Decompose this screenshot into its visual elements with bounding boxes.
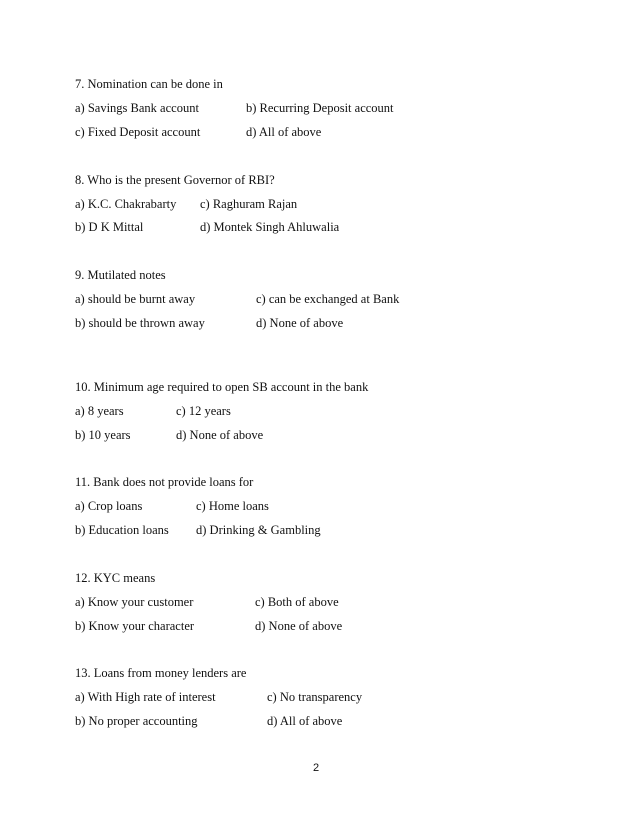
option-10b: b) 10 years [75,428,131,442]
option-8c: c) Raghuram Rajan [200,197,298,211]
question-9: 9. Mutilated notes [75,268,166,282]
option-13a: a) With High rate of interest [75,690,216,704]
option-7d: d) All of above [246,125,322,139]
question-11: 11. Bank does not provide loans for [75,475,254,489]
option-10c: c) 12 years [176,404,231,418]
option-9b: b) should be thrown away [75,316,205,330]
option-13d: d) All of above [267,714,343,728]
option-11a: a) Crop loans [75,499,143,513]
option-9d: d) None of above [256,316,344,330]
option-7b: b) Recurring Deposit account [246,101,394,115]
option-10d: d) None of above [176,428,264,442]
option-9c: c) can be exchanged at Bank [256,292,400,306]
option-11d: d) Drinking & Gambling [196,523,321,537]
option-7c: c) Fixed Deposit account [75,125,201,139]
option-12d: d) None of above [255,619,343,633]
page-number: 2 [313,762,320,774]
option-13c: c) No transparency [267,690,363,704]
option-8d: d) Montek Singh Ahluwalia [200,220,340,234]
option-12b: b) Know your character [75,619,195,633]
option-8a: a) K.C. Chakrabarty [75,197,177,211]
question-10: 10. Minimum age required to open SB account in the bank [75,380,369,394]
option-9a: a) should be burnt away [75,292,196,306]
question-13: 13. Loans from money lenders are [75,666,247,680]
option-8b: b) D K Mittal [75,220,144,234]
question-7: 7. Nomination can be done in [75,77,223,91]
option-13b: b) No proper accounting [75,714,198,728]
option-11c: c) Home loans [196,499,269,513]
option-12c: c) Both of above [255,595,339,609]
question-8: 8. Who is the present Governor of RBI? [75,173,275,187]
option-7a: a) Savings Bank account [75,101,199,115]
option-12a: a) Know your customer [75,595,194,609]
option-11b: b) Education loans [75,523,169,537]
question-12: 12. KYC means [75,571,156,585]
option-10a: a) 8 years [75,404,124,418]
